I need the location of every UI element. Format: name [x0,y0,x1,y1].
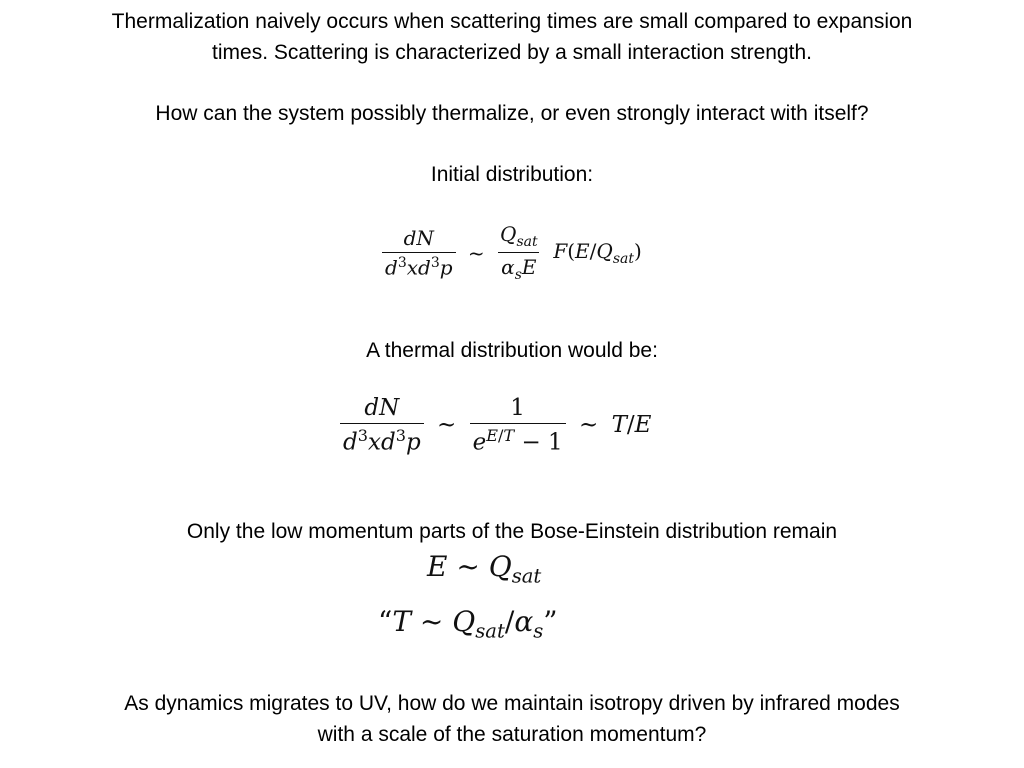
text-line-2: times. Scattering is characterized by a small interaction strength. [212,41,812,64]
initial-distribution-label: Initial distribution: [430,163,594,186]
closing-question-line-2: with a scale of the saturation momentum? [317,723,707,746]
eq1-rhs-fraction: $\frac{Q_{sat}}{\alpha_sE}$ [500,222,538,283]
eq2-rhs-fraction: $\frac{1}{e^{E/T} - 1}$ [470,395,566,456]
equation-temperature-scale: “T ~ $Q_{sat}/\alpha_s$” [378,605,558,643]
eq1-tail: $F(E/Q_{sat})$ [553,238,642,267]
equation-initial-distribution: $\frac{dN}{d^3xd^3p}$ ~ $\frac{Q_{sat}}{\alpha_sE}$ $F(E/Q_{sat})$ [382,222,642,283]
text-line-1: Thermalization naively occurs when scattering times are small compared to expansion [111,10,913,33]
equation-thermal-distribution: $\frac{dN}{d^3xd^3p}$ ~ $\frac{1}{e^{E/T} - 1}$ ~ T/E [340,395,651,456]
equation-energy-scale: E ~ $Q_{sat}$ [427,550,542,588]
eq2-lhs-fraction: $\frac{dN}{d^3xd^3p}$ [340,395,424,456]
eq2-tail: T/E [611,412,652,439]
thermal-distribution-label: A thermal distribution would be: [366,339,658,362]
low-momentum-text: Only the low momentum parts of the Bose-Einstein distribution remain [186,520,838,543]
question-text: How can the system possibly thermalize, or even strongly interact with itself? [155,102,869,125]
closing-question-line-1: As dynamics migrates to UV, how do we maintain isotropy driven by infrared modes [124,692,900,715]
eq1-lhs-fraction: $\frac{dN}{d^3xd^3p}$ [382,226,456,280]
